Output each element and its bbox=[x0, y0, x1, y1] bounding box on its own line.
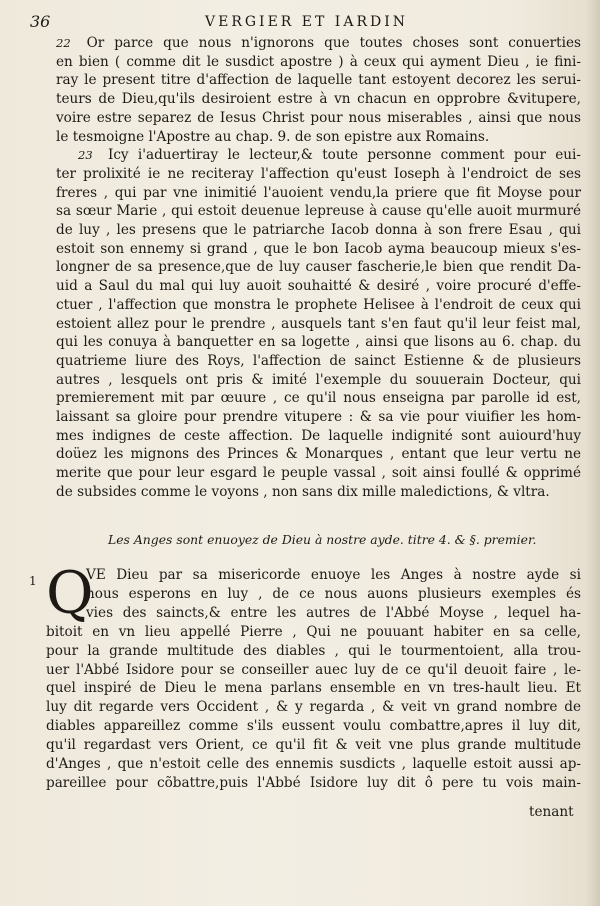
text-line: de subsides comme le voyons , non sans dix mille maledictions, & vltra. bbox=[56, 483, 550, 500]
catchword: tenant bbox=[529, 804, 574, 820]
text-line: ter prolixité ie ne reciteray l'affection qu'eust Ioseph à l'endroict de ses bbox=[56, 165, 581, 182]
text-line: nous esperons en luy , de ce nous auons plusieurs exemples és bbox=[86, 585, 581, 602]
section-heading: Les Anges sont enuoyez de Dieu à nostre ayde. titre 4. & §. premier. bbox=[108, 532, 537, 547]
drop-cap: Q bbox=[46, 559, 94, 627]
text-line: estoit son ennemy si grand , que le bon Iacob ayma beaucoup mieux s'es- bbox=[56, 240, 581, 257]
text-line: de luy , les presens que le patriarche Iacob donna à son frere Esau , qui bbox=[56, 222, 581, 239]
text-line: voire estre separez de Iesus Christ pour nous miserables , ainsi que nous bbox=[56, 109, 581, 126]
page-header bbox=[30, 11, 585, 33]
text-line: VE Dieu par sa misericorde enuoye les Anges à nostre ayde si bbox=[86, 567, 581, 583]
text-line: ray le present titre d'affection de laquelle tant estoyent decorez les serui- bbox=[56, 72, 581, 89]
text-line-content: Icy i'aduertiray le lecteur,& toute personne comment pour eui- bbox=[107, 147, 581, 164]
text-line: sa sœur Marie , qui estoit deuenue lepreuse à cause qu'elle auoit murmuré bbox=[56, 203, 581, 220]
text-line: pour la grande multitude des diables , qui le tourmentoient, alla trou- bbox=[46, 642, 581, 659]
text-line: pareillee pour cõbattre,puis l'Abbé Isidore luy dit ô pere tu vois main- bbox=[46, 774, 581, 791]
page-edge-shadow bbox=[586, 0, 600, 906]
text-line: merite que pour leur esgard le peuple vassal , soit ainsi foullé & opprimé bbox=[56, 465, 581, 482]
text-line: laissant sa gloire pour prendre vitupere : & sa vie pour viuifier les hom- bbox=[56, 409, 581, 426]
text-line: le tesmoigne l'Apostre au chap. 9. de son epistre aux Romains. bbox=[56, 128, 490, 145]
text-line: doüez les mignons des Princes & Monarques , entant que leur vertu ne bbox=[56, 446, 581, 463]
text-line: en bien ( comme dit le susdict apostre ) à ceux qui ayment Dieu , ie fini- bbox=[56, 53, 581, 70]
text-line: longner de sa presence,que de luy causer fascherie,le bien que rendit Da- bbox=[56, 259, 581, 276]
text-line: teurs de Dieu,qu'ils desiroient estre à vn chacun en opprobre &vitupere, bbox=[56, 91, 581, 108]
section-text bbox=[29, 559, 581, 793]
text-line: vies des saincts,& entre les autres de l'Abbé Moyse , lequel ha- bbox=[86, 604, 581, 621]
text-line: ctuer , l'affection que monstra le prophete Helisee à l'endroit de ceux qui bbox=[56, 296, 581, 313]
text-line: mes indignes de ceste affection. De laquelle indignité sont auiourd'huy bbox=[56, 427, 581, 444]
text-line: quel inspiré de Dieu le mena parlans ensemble en vn tres-hault lieu. Et bbox=[46, 680, 581, 697]
paragraph-number: 23 bbox=[78, 148, 93, 163]
text-line: qu'il regardast vers Orient, ce qu'il fit & veit vne plus grande multitude bbox=[46, 737, 581, 754]
page-number: 36 bbox=[30, 12, 51, 31]
text-line: luy dit regarde vers Occident , & y regarda , & veit vn grand nombre de bbox=[46, 699, 581, 716]
text-line: d'Anges , que n'estoit celle des ennemis susdicts , laquelle estoit aussi ap- bbox=[46, 756, 581, 773]
text-line: uer l'Abbé Isidore pour se conseiller auec luy de ce qu'il deuoit faire , le- bbox=[46, 661, 581, 678]
main-text bbox=[56, 34, 581, 502]
text-line bbox=[56, 34, 581, 53]
text-line: freres , qui par vne inimitié l'auoient vendu,la priere que fit Moyse pour bbox=[56, 184, 581, 201]
text-line-content: Or parce que nous n'ignorons que toutes choses sont conuerties bbox=[86, 35, 581, 51]
paragraph-number: 22 bbox=[56, 36, 71, 50]
text-line: uid a Saul du mal qui luy auoit souhaitté & desiré , voire procuré d'effe- bbox=[56, 278, 581, 295]
text-line: premierement mit par œuure , ce qu'il nous enseigna par parolle id est, bbox=[56, 390, 581, 407]
text-line: diables appareillez comme s'ils eussent voulu combattre,apres il luy dit, bbox=[46, 718, 581, 735]
text-line: qui les conuya à banquetter en sa logette , ainsi que lisons au 6. chap. du bbox=[56, 334, 581, 351]
text-line: autres , lesquels ont pris & imité l'exemple du souuerain Docteur, qui bbox=[56, 371, 581, 388]
text-line: quatrieme liure des Roys, l'affection de sainct Estienne & de plusieurs bbox=[56, 352, 581, 369]
text-line: estoient allez pour le prendre , ausquels tant s'en faut qu'il leur feist mal, bbox=[56, 315, 581, 332]
section-number: 1 bbox=[29, 574, 37, 588]
text-line: bitoit en vn lieu appellé Pierre , Qui ne pouuant habiter en sa celle, bbox=[46, 623, 581, 640]
text-line bbox=[56, 146, 581, 165]
running-title: VERGIER ET IARDIN bbox=[205, 14, 408, 30]
